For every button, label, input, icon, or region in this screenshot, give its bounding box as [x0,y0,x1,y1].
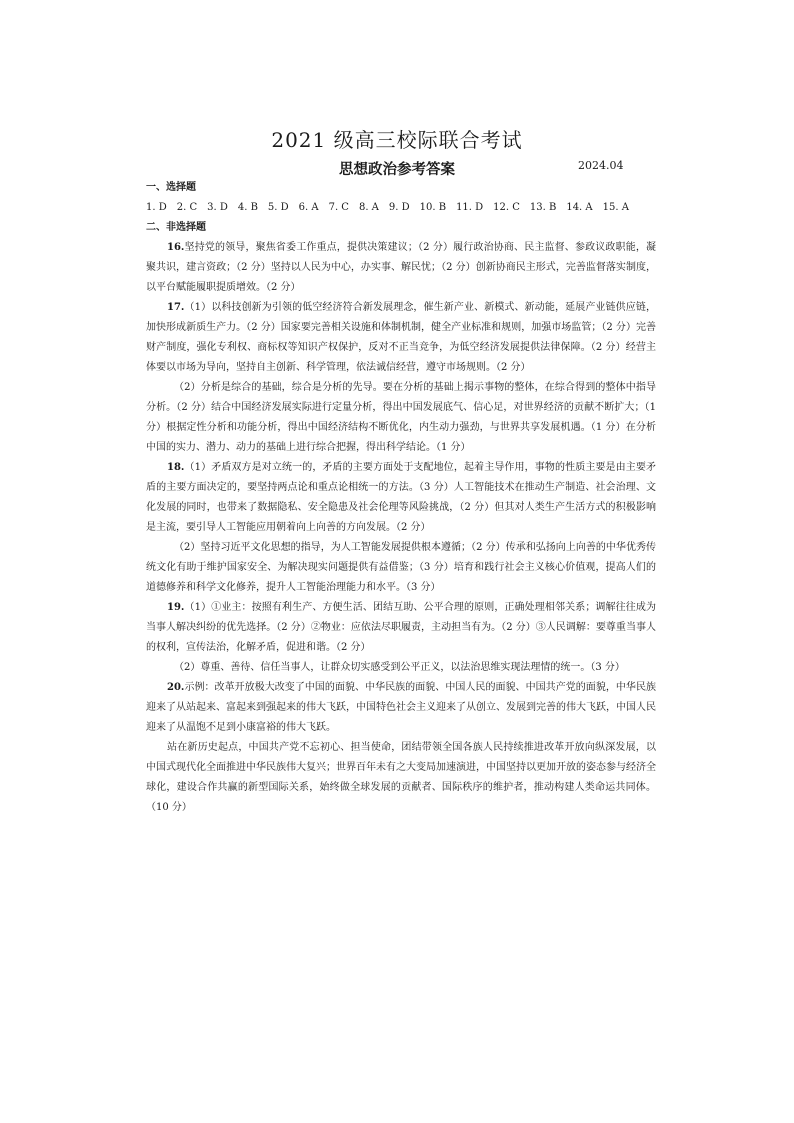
answer-text: （1）矛盾双方是对立统一的，矛盾的主要方面处于支配地位，起着主导作用，事物的性质主要是由主要矛盾的主要方面决定的，要坚持两点论和重点论相统一的方法。（3 分）人工智能技术在推动生产制造、社会治理、文化发展的同时，也带来了数据隐私、安全隐患及社会伦理等风险挑战，（2 分）但其对人类生产生活方式的积极影响是主流，要引导人工智能应用朝着向上向善的方向发展。（2 分） [146,462,656,533]
question-number: 17. [167,302,185,313]
question-19-part-1 [146,598,656,658]
question-number: 16. [167,242,185,253]
question-20-part-1 [146,678,656,738]
question-17-part-2: （2）分析是综合的基础，综合是分析的先导。要在分析的基础上揭示事物的整体，在综合得到的整体中指导分析。（2 分）结合中国经济发展实际进行定量分析，得出中国发展底气、信心足，对世界经济的贡献不断扩大；（1 分）根据定性分析和功能分析，得出中国经济结构不断优化，内生动力强劲，与世界共享发展机遇。（1 分）在分析中国的实力、潜力、动力的基础上进行综合把握，得出科学结论。（1 分） [146,382,656,453]
section-heading-choice: 一、选择题 [146,182,196,193]
exam-date: 2024.04 [578,159,624,172]
question-number: 18. [167,462,185,473]
question-18-part-2: （2）坚持习近平文化思想的指导，为人工智能发展提供根本遵循；（2 分）传承和弘扬向上向善的中华优秀传统文化有助于维护国家安全、为解决现实问题提供有益借鉴；（3 分）培育和践行社会主义核心价值观，提高人们的道德修养和科学文化修养，提升人工智能治理能力和水平。（3 分） [146,542,656,593]
question-number: 19. [167,602,185,613]
question-20-part-2: 站在新历史起点，中国共产党不忘初心、担当使命，团结带领全国各族人民持续推进改革开放向纵深发展，以中国式现代化全面推进中华民族伟大复兴；世界百年未有之大变局加速演进，中国坚持以更加开放的姿态参与经济全球化，建设合作共赢的新型国际关系，始终做全球发展的贡献者、国际秩序的维护者，推动构建人类命运共同体。（10 分） [146,742,656,813]
answer-text: 坚持党的领导，聚焦省委工作重点，提供决策建议；（2 分）履行政治协商、民主监督、参政议政职能，凝聚共识，建言资政；（2 分）坚持以人民为中心，办实事、解民忧；（2 分）创新协商民主形式，完善监督落实制度，以平台赋能履职提质增效。（2 分） [146,242,656,293]
question-18-part-1 [146,458,656,538]
question-number: 20. [167,682,185,693]
question-19-part-2: （2）尊重、善待、信任当事人，让群众切实感受到公平正义，以法治思维实现法理情的统一。（3 分） [174,662,625,673]
answer-text: （1）①业主：按照有利生产、方便生活、团结互助、公平合理的原则，正确处理相邻关系；调解往往成为当事人解决纠纷的优先选择。（2 分）②物业：应依法尽职履责，主动担当有为。（2 分）③人民调解：要尊重当事人的权利，宣传法治，化解矛盾，促进和谐。（2 分） [146,602,656,653]
exam-title: 2021 级高三校际联合考试 [271,128,523,152]
subtitle-row [0,158,794,176]
choice-answers: 1. D 2. C 3. D 4. B 5. D 6. A 7. C 8. A 9. D 10. B 11. D 12. C 13. B 14. A 15. A [146,202,629,213]
answer-text: 示例：改革开放极大改变了中国的面貌、中华民族的面貌、中国人民的面貌、中国共产党的面貌，中华民族迎来了从站起来、富起来到强起来的伟大飞跃，中国特色社会主义迎来了从创立、发展到完善的伟大飞跃，中国人民迎来了从温饱不足到小康富裕的伟大飞跃。 [146,682,656,733]
section-heading-nonchoice: 二、非选择题 [146,222,206,233]
answer-body [146,178,656,818]
question-16 [146,238,656,298]
answer-text: （1）以科技创新为引领的低空经济符合新发展理念，催生新产业、新模式、新动能，延展产业链供应链，加快形成新质生产力。（2 分）国家要完善相关设施和体制机制，健全产业标准和规则，加强市场监管；（2 分）完善财产制度，强化专利权、商标权等知识产权保护，反对不正当竞争，为低空经济发展提供法律保障。（2 分）经营主体要以市场为导向，坚持自主创新、科学管理，依法诚信经营，遵守市场规则。（2 分） [146,302,656,373]
question-17-part-1 [146,298,656,378]
subject-title: 思想政治参考答案 [339,161,455,178]
